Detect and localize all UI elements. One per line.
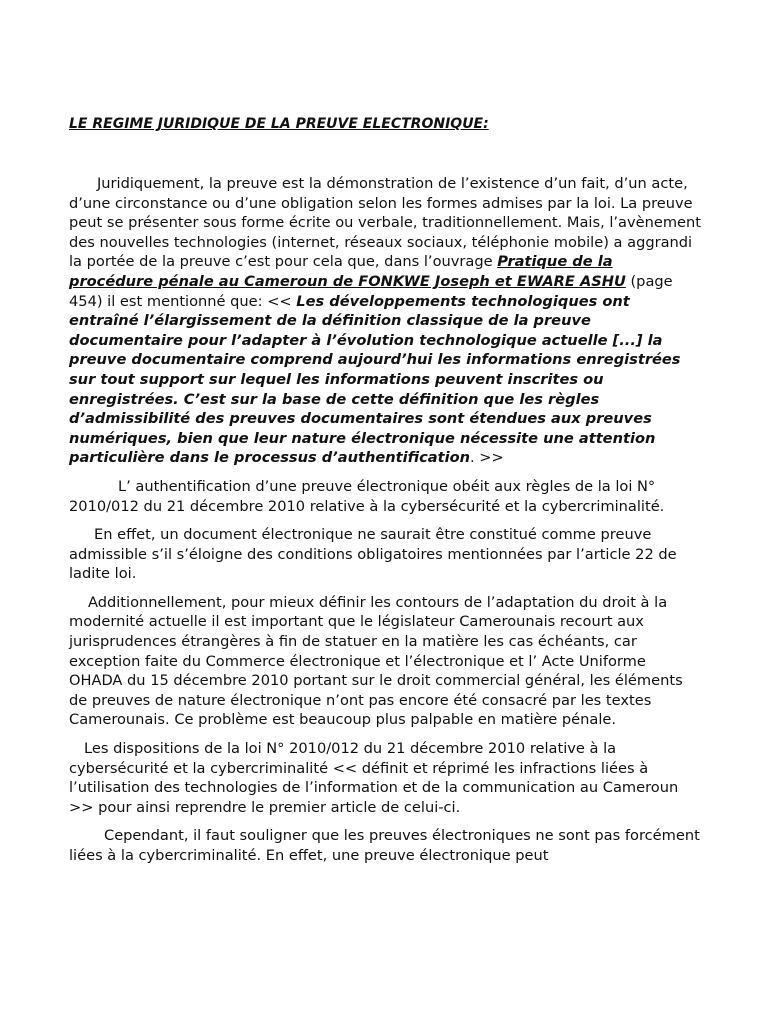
paragraph-definition-intro: Juridiquement, la preuve est la démonstration de l’existence d’un fait, d’un acte, d’une circonstance ou d’une obligation selon les formes admises par la loi. La preuve peut se présenter sous forme écrite ou verbale, traditionnellement. Mais, l’avènement des nouvelles technologies (internet, réseaux sociaux, téléphonie mobile) a aggrandi la portée de la preuve c’est pour cela que, dans l’ouvrage: [69, 175, 701, 271]
book-quote: Les développements technologiques ont entraîné l’élargissement de la définition classique de la preuve documentaire pour l’adapter à l’évolution technologique actuelle [...] la preuve documentaire comprend aujourd’hui les informations enregistrées sur tout support sur lequel les informations peuvent inscrites ou enregistrées. C’est sur la base de cette définition que les règles d’admissibilité des preuves documentaires sont étendues aux preuves numériques, bien que leur nature électronique nécessite une attention particulière dans le processus d’authentification: [69, 292, 681, 467]
paragraph-admissibility: En effet, un document électronique ne saurait être constitué comme preuve admissible s’il s’éloigne des conditions obligatoires mentionnées par l’article 22 de ladite loi.: [69, 526, 677, 583]
paragraph-law-provisions: Les dispositions de la loi N° 2010/012 du 21 décembre 2010 relative à la cybersécurité et la cybercriminalité << définit et réprimé les infractions liées à l’utilisation des technologies de l’information et de la communication au Cameroun >> pour ainsi reprendre le premier article de celui-ci.: [69, 740, 679, 816]
document-title: LE REGIME JURIDIQUE DE LA PREUVE ELECTRONIQUE:: [69, 116, 489, 132]
page-note: (page 454) il est mentionné que: <<: [69, 272, 673, 310]
paragraph-definition: [69, 174, 701, 468]
document-body: [69, 174, 701, 875]
quote-end: . >>: [470, 449, 504, 467]
paragraph-authentication: L’ authentification d’une preuve électronique obéit aux règles de la loi N° 2010/012 du 21 décembre 2010 relative à la cybersécurité et la cybercriminalité.: [69, 477, 665, 515]
document-page: [69, 0, 701, 1024]
book-reference: Pratique de la procédure pénale au Cameroun de FONKWE Joseph et EWARE ASHU: [69, 253, 626, 290]
paragraph-electronic-evidence: Cependant, il faut souligner que les preuves électroniques ne sont pas forcément liées à la cybercriminalité. En effet, une preuve électronique peut: [69, 827, 700, 864]
paragraph-jurisprudence: Additionnellement, pour mieux définir les contours de l’adaptation du droit à la modernité actuelle il est important que le législateur Camerounais recourt aux jurisprudences étrangères à fin de statuer en la matière les cas échéants, car exception faite du Commerce électronique et l’électronique et l’ Acte Uniforme OHADA du 15 décembre 2010 portant sur le droit commercial général, les éléments de preuves de nature électronique n’ont pas encore été consacré par les textes Camerounais. Ce problème est beaucoup plus palpable en matière pénale.: [69, 593, 683, 729]
